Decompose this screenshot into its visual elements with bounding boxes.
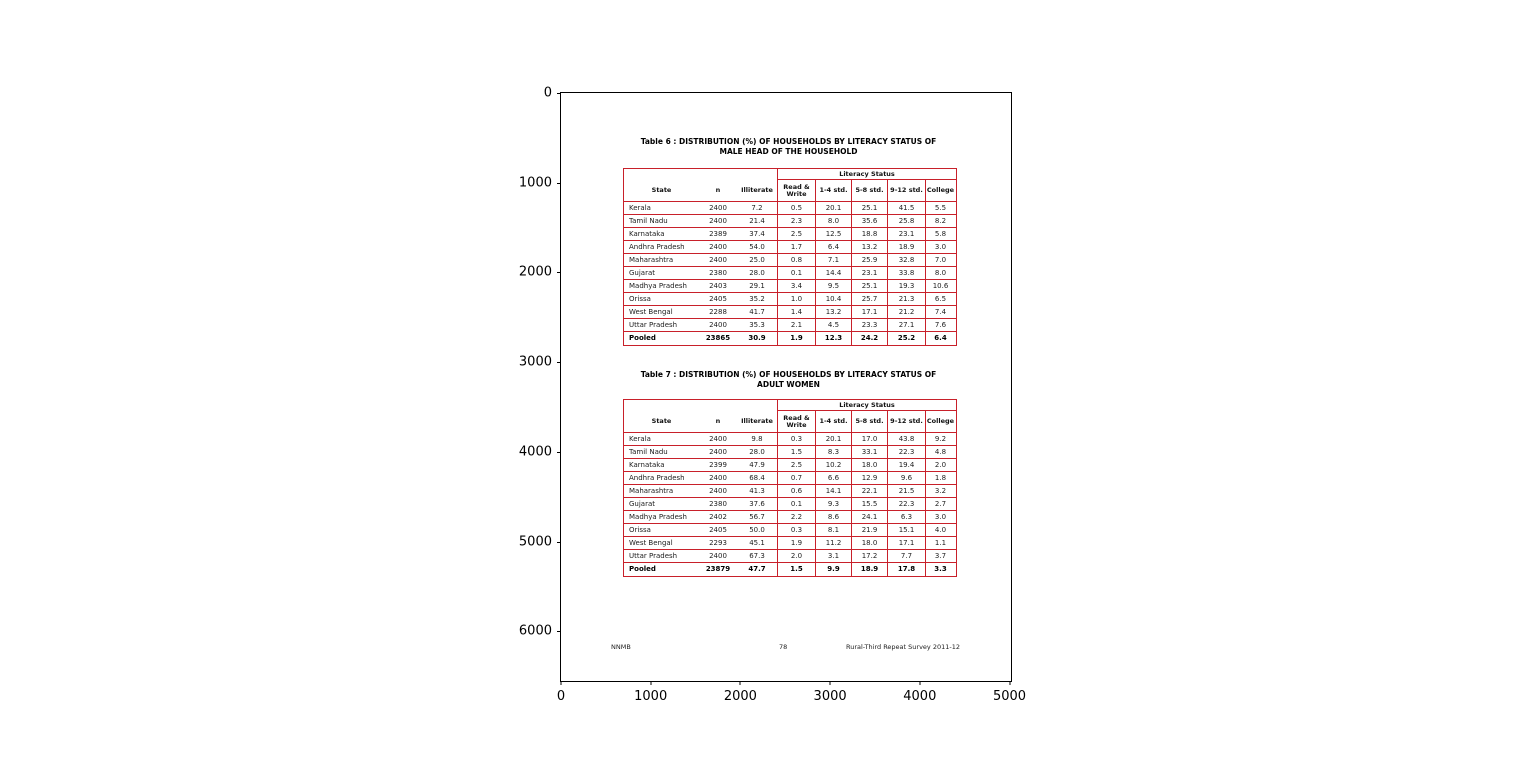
column-header: 5-8 std. [851, 411, 887, 432]
value-cell: 35.3 [749, 321, 765, 329]
value-cell: 6.5 [925, 293, 955, 305]
value-cell: 28.0 [749, 448, 765, 456]
column-header: 1-4 std. [815, 180, 851, 201]
value-cell: 33.8 [887, 267, 925, 279]
table-row [624, 215, 956, 228]
value-cell: 41.5 [887, 202, 925, 214]
value-cell: 3.4 [777, 280, 815, 292]
value-cell: 25.8 [887, 215, 925, 227]
x-axis-tick-mark [1009, 681, 1010, 685]
value-cell: 25.1 [851, 202, 887, 214]
value-cell: 1.5 [777, 446, 815, 458]
value-cell: 1.7 [777, 241, 815, 253]
value-cell: 21.2 [887, 306, 925, 318]
state-cell: Andhra Pradesh [629, 243, 685, 251]
column-header: 5-8 std. [851, 180, 887, 201]
value-cell: 0.1 [777, 267, 815, 279]
value-cell: 2400 [709, 217, 727, 225]
value-cell: 0.7 [777, 472, 815, 484]
value-cell: 8.2 [925, 215, 955, 227]
x-axis-tick-mark [919, 681, 920, 685]
table-row [624, 267, 956, 280]
value-cell: 8.3 [815, 446, 851, 458]
table-6-title-line1: Table 6 : DISTRIBUTION (%) OF HOUSEHOLDS BY LITERACY STATUS OF [640, 137, 937, 146]
column-header: n [715, 417, 721, 425]
table-row [624, 228, 956, 241]
value-cell: 25.9 [851, 254, 887, 266]
value-cell: 8.0 [925, 267, 955, 279]
value-cell: 2.2 [777, 511, 815, 523]
value-cell: 2380 [709, 500, 727, 508]
value-cell: 7.6 [925, 319, 955, 331]
value-cell: 2293 [709, 539, 727, 547]
value-cell: 1.8 [925, 472, 955, 484]
value-cell: 0.1 [777, 498, 815, 510]
value-cell: 6.3 [887, 511, 925, 523]
state-cell: Kerala [629, 435, 651, 443]
y-axis-tick-label: 6000 [518, 623, 552, 639]
state-cell: Andhra Pradesh [629, 474, 685, 482]
state-cell: Maharashtra [629, 256, 674, 264]
y-axis-tick-label: 5000 [518, 534, 552, 549]
value-cell: 12.5 [815, 228, 851, 240]
value-cell: 1.9 [777, 537, 815, 549]
value-cell: 19.4 [887, 459, 925, 471]
table-7-body [624, 433, 956, 576]
value-cell: 56.7 [749, 513, 765, 521]
x-axis-tick-label: 4000 [903, 689, 937, 704]
value-cell: 23.1 [887, 228, 925, 240]
value-cell: 18.9 [887, 241, 925, 253]
column-header: Illiterate [741, 417, 773, 425]
value-cell: 0.6 [777, 485, 815, 497]
table-7-title [623, 370, 954, 389]
state-cell: West Bengal [629, 539, 673, 547]
value-cell: 9.3 [815, 498, 851, 510]
value-cell: 41.7 [749, 308, 765, 316]
value-cell: 3.0 [925, 241, 955, 253]
value-cell: 2403 [709, 282, 727, 290]
state-cell: Uttar Pradesh [629, 552, 678, 560]
value-cell: 0.3 [777, 433, 815, 445]
value-cell: 29.1 [749, 282, 765, 290]
value-cell: 2400 [709, 487, 727, 495]
column-header: 9-12 std. [887, 180, 925, 201]
value-cell: 3.2 [925, 485, 955, 497]
value-cell: 1.0 [777, 293, 815, 305]
value-cell: 2.0 [925, 459, 955, 471]
value-cell: 17.2 [851, 550, 887, 562]
table-row [624, 550, 956, 563]
column-header: Read & Write [777, 411, 815, 432]
value-cell: 25.1 [851, 280, 887, 292]
value-cell: 4.5 [815, 319, 851, 331]
value-cell: 32.8 [887, 254, 925, 266]
value-cell: 2.3 [777, 215, 815, 227]
value-cell: 18.8 [851, 228, 887, 240]
value-cell: 8.6 [815, 511, 851, 523]
table-row [624, 280, 956, 293]
value-cell: 13.2 [815, 306, 851, 318]
value-cell: 18.9 [851, 563, 887, 576]
value-cell: 67.3 [749, 552, 765, 560]
table-row [624, 472, 956, 485]
value-cell: 2400 [709, 256, 727, 264]
value-cell: 37.4 [749, 230, 765, 238]
table-row [624, 511, 956, 524]
table-row [624, 446, 956, 459]
footer-page-number: 78 [779, 643, 788, 651]
value-cell: 25.0 [749, 256, 765, 264]
value-cell: 47.9 [749, 461, 765, 469]
plot-area [518, 85, 1027, 704]
value-cell: 2.0 [777, 550, 815, 562]
value-cell: 0.3 [777, 524, 815, 536]
value-cell: 2400 [709, 204, 727, 212]
value-cell: 50.0 [749, 526, 765, 534]
table-6-body [624, 202, 956, 345]
table-7-title-line1: Table 7 : DISTRIBUTION (%) OF HOUSEHOLDS BY LITERACY STATUS OF [640, 370, 937, 379]
value-cell: 2.1 [777, 319, 815, 331]
state-cell: Orissa [629, 295, 651, 303]
column-header: Read & Write [777, 180, 815, 201]
table-row [624, 254, 956, 267]
literacy-status-group-header: Literacy Status [777, 400, 956, 411]
value-cell: 8.1 [815, 524, 851, 536]
value-cell: 8.0 [815, 215, 851, 227]
value-cell: 10.2 [815, 459, 851, 471]
value-cell: 2400 [709, 243, 727, 251]
value-cell: 2400 [709, 474, 727, 482]
x-axis-tick-mark [650, 681, 651, 685]
value-cell: 10.6 [925, 280, 955, 292]
x-axis-tick-mark [830, 681, 831, 685]
table-row [624, 563, 956, 576]
value-cell: 1.5 [777, 563, 815, 576]
state-cell: Pooled [629, 565, 656, 573]
value-cell: 2.5 [777, 228, 815, 240]
value-cell: 2400 [709, 435, 727, 443]
table-6-group-header-row [624, 169, 956, 180]
x-axis-tick-label: 5000 [992, 689, 1027, 704]
value-cell: 21.5 [887, 485, 925, 497]
x-axis-tick-mark [740, 681, 741, 685]
table-row [624, 319, 956, 332]
value-cell: 14.4 [815, 267, 851, 279]
value-cell: 25.2 [887, 332, 925, 345]
table-row [624, 459, 956, 472]
group-header-spacer [624, 169, 777, 180]
value-cell: 12.3 [815, 332, 851, 345]
value-cell: 9.8 [751, 435, 763, 443]
column-header: n [715, 186, 721, 194]
table-6-title-line2: MALE HEAD OF THE HOUSEHOLD [719, 146, 858, 156]
value-cell: 9.9 [815, 563, 851, 576]
value-cell: 23865 [705, 334, 731, 342]
value-cell: 10.4 [815, 293, 851, 305]
value-cell: 0.5 [777, 202, 815, 214]
value-cell: 13.2 [851, 241, 887, 253]
column-header: Illiterate [741, 186, 773, 194]
value-cell: 23.1 [851, 267, 887, 279]
state-cell: West Bengal [629, 308, 673, 316]
value-cell: 17.8 [887, 563, 925, 576]
value-cell: 2.5 [777, 459, 815, 471]
value-cell: 30.9 [748, 334, 766, 342]
value-cell: 17.1 [851, 306, 887, 318]
value-cell: 68.4 [749, 474, 765, 482]
value-cell: 14.1 [815, 485, 851, 497]
column-header: 9-12 std. [887, 411, 925, 432]
state-cell: Madhya Pradesh [629, 513, 687, 521]
state-cell: Kerala [629, 204, 651, 212]
state-cell: Karnataka [629, 461, 665, 469]
x-axis-tick-label: 2000 [723, 689, 757, 704]
state-cell: Orissa [629, 526, 651, 534]
table-7-column-headers [624, 411, 956, 433]
value-cell: 45.1 [749, 539, 765, 547]
value-cell: 24.1 [851, 511, 887, 523]
y-axis-tick-label: 4000 [518, 444, 552, 460]
value-cell: 22.1 [851, 485, 887, 497]
value-cell: 20.1 [815, 202, 851, 214]
value-cell: 7.0 [925, 254, 955, 266]
value-cell: 15.5 [851, 498, 887, 510]
table-row [624, 202, 956, 215]
table-row [624, 485, 956, 498]
y-axis-tick-label: 2000 [518, 264, 552, 280]
value-cell: 4.8 [925, 446, 955, 458]
value-cell: 41.3 [749, 487, 765, 495]
value-cell: 7.1 [815, 254, 851, 266]
value-cell: 22.3 [887, 498, 925, 510]
state-cell: Tamil Nadu [629, 448, 668, 456]
value-cell: 2405 [709, 295, 727, 303]
table-row [624, 293, 956, 306]
value-cell: 1.4 [777, 306, 815, 318]
value-cell: 2400 [709, 321, 727, 329]
value-cell: 1.1 [925, 537, 955, 549]
table-7-group-header-row [624, 400, 956, 411]
value-cell: 23879 [705, 565, 731, 573]
value-cell: 2402 [709, 513, 727, 521]
value-cell: 7.2 [751, 204, 763, 212]
value-cell: 24.2 [851, 332, 887, 345]
value-cell: 25.7 [851, 293, 887, 305]
value-cell: 7.4 [925, 306, 955, 318]
value-cell: 2380 [709, 269, 727, 277]
value-cell: 11.2 [815, 537, 851, 549]
footer-org-label: NNMB [611, 643, 631, 651]
value-cell: 5.5 [925, 202, 955, 214]
table-7-title-line2: ADULT WOMEN [757, 379, 820, 389]
state-cell: Madhya Pradesh [629, 282, 687, 290]
value-cell: 1.9 [777, 332, 815, 345]
value-cell: 35.6 [851, 215, 887, 227]
value-cell: 22.3 [887, 446, 925, 458]
value-cell: 18.0 [851, 537, 887, 549]
value-cell: 27.1 [887, 319, 925, 331]
value-cell: 7.7 [887, 550, 925, 562]
value-cell: 9.6 [887, 472, 925, 484]
table-7 [623, 399, 957, 577]
table-row [624, 498, 956, 511]
value-cell: 6.4 [815, 241, 851, 253]
table-row [624, 433, 956, 446]
value-cell: 37.6 [749, 500, 765, 508]
state-cell: Maharashtra [629, 487, 674, 495]
value-cell: 21.9 [851, 524, 887, 536]
state-cell: Gujarat [629, 500, 656, 508]
value-cell: 20.1 [815, 433, 851, 445]
value-cell: 19.3 [887, 280, 925, 292]
value-cell: 3.7 [925, 550, 955, 562]
literacy-status-group-header: Literacy Status [777, 169, 956, 180]
value-cell: 3.3 [925, 563, 955, 576]
value-cell: 0.8 [777, 254, 815, 266]
value-cell: 21.3 [887, 293, 925, 305]
footer-survey-label: Rural-Third Repeat Survey 2011-12 [846, 643, 960, 651]
value-cell: 5.8 [925, 228, 955, 240]
state-cell: Uttar Pradesh [629, 321, 678, 329]
table-row [624, 524, 956, 537]
value-cell: 2400 [709, 552, 727, 560]
value-cell: 6.4 [925, 332, 955, 345]
value-cell: 15.1 [887, 524, 925, 536]
value-cell: 33.1 [851, 446, 887, 458]
value-cell: 3.1 [815, 550, 851, 562]
value-cell: 2.7 [925, 498, 955, 510]
x-axis-tick-label: 1000 [634, 689, 668, 704]
table-row [624, 332, 956, 345]
value-cell: 2400 [709, 448, 727, 456]
value-cell: 2288 [709, 308, 727, 316]
table-6 [623, 168, 957, 346]
y-axis-tick-label: 3000 [518, 354, 552, 370]
value-cell: 6.6 [815, 472, 851, 484]
state-cell: Gujarat [629, 269, 656, 277]
value-cell: 3.0 [925, 511, 955, 523]
value-cell: 21.4 [749, 217, 765, 225]
table-6-title [623, 137, 954, 156]
column-header: 1-4 std. [815, 411, 851, 432]
x-axis-tick-label: 0 [556, 689, 566, 704]
value-cell: 35.2 [749, 295, 765, 303]
value-cell: 9.2 [925, 433, 955, 445]
value-cell: 28.0 [749, 269, 765, 277]
y-axis-tick-label: 0 [543, 85, 552, 101]
column-header: College [925, 180, 955, 201]
x-axis-tick-label: 3000 [813, 689, 847, 704]
value-cell: 2399 [709, 461, 727, 469]
value-cell: 2389 [709, 230, 727, 238]
state-cell: Tamil Nadu [629, 217, 668, 225]
x-axis-tick-mark [561, 681, 562, 685]
value-cell: 54.0 [749, 243, 765, 251]
value-cell: 47.7 [748, 565, 766, 573]
table-row [624, 306, 956, 319]
value-cell: 12.9 [851, 472, 887, 484]
column-header: College [925, 411, 955, 432]
value-cell: 43.8 [887, 433, 925, 445]
document-page [561, 93, 1011, 681]
column-header: State [651, 186, 672, 194]
table-row [624, 537, 956, 550]
state-cell: Karnataka [629, 230, 665, 238]
value-cell: 4.0 [925, 524, 955, 536]
table-6-column-headers [624, 180, 956, 202]
value-cell: 23.3 [851, 319, 887, 331]
value-cell: 9.5 [815, 280, 851, 292]
column-header: State [651, 417, 672, 425]
value-cell: 17.1 [887, 537, 925, 549]
group-header-spacer [624, 400, 777, 411]
table-row [624, 241, 956, 254]
value-cell: 17.0 [851, 433, 887, 445]
y-axis-tick-label: 1000 [518, 175, 552, 191]
value-cell: 18.0 [851, 459, 887, 471]
value-cell: 2405 [709, 526, 727, 534]
state-cell: Pooled [629, 334, 656, 342]
